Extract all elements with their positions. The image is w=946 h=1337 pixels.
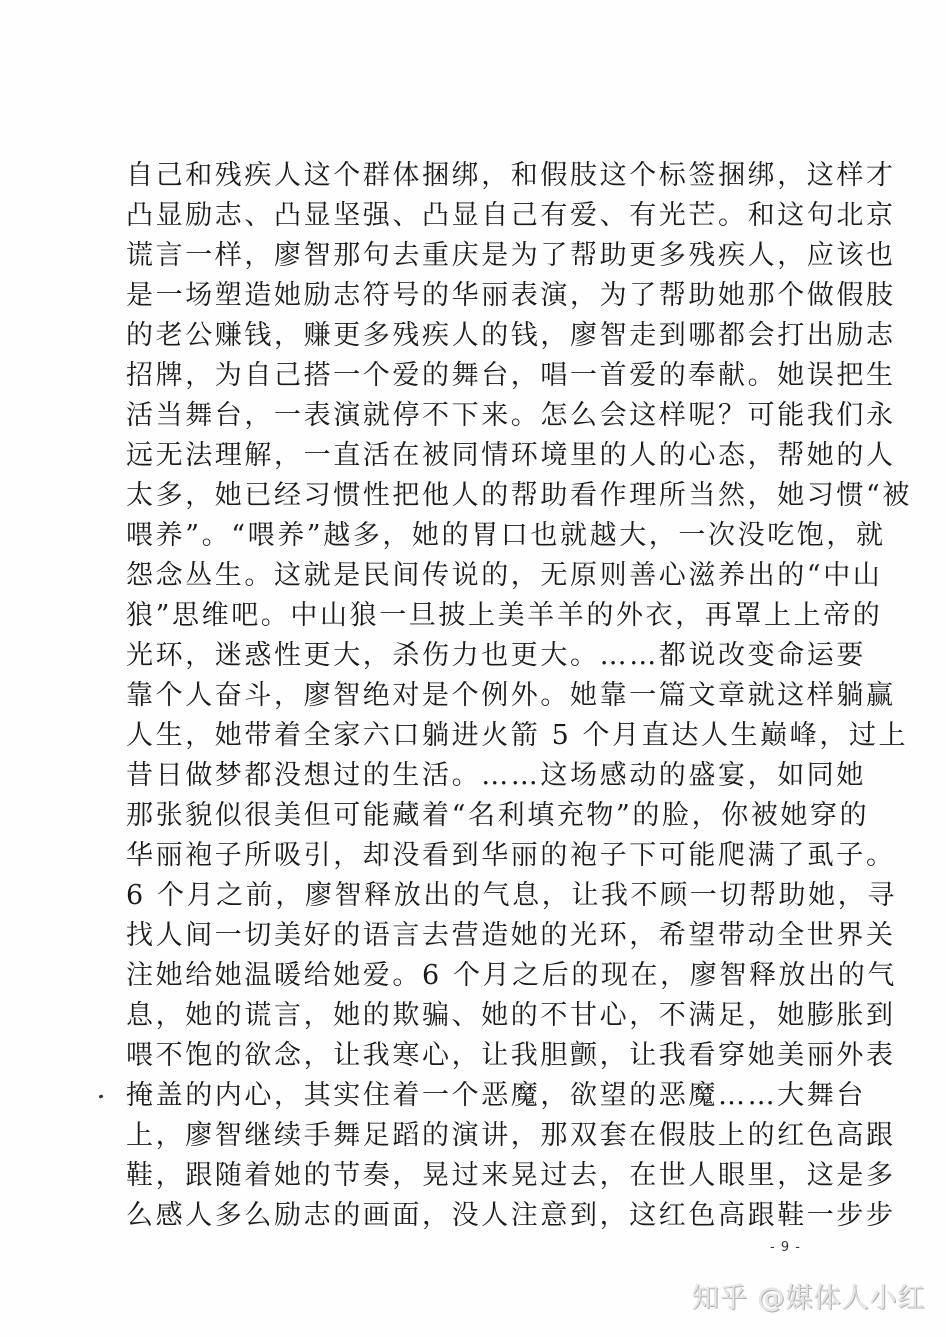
text-line: 鞋，跟随着她的节奏，晃过来晃过去，在世人眼里，这是多 xyxy=(126,1160,896,1191)
text-line: 远无法理解，一直活在被同情环境里的人的心态，帮她的人 xyxy=(126,440,896,471)
text-line: 是一场塑造她励志符号的华丽表演，为了帮助她那个做假肢 xyxy=(126,280,896,311)
text-line: 昔日做梦都没想过的生活。……这场感动的盛宴，如同她 xyxy=(126,760,866,791)
page-number: - 9 - xyxy=(770,1240,801,1255)
text-line: 息，她的谎言，她的欺骗、她的不甘心，不满足，她膨胀到 xyxy=(126,1000,896,1031)
text-line: 那张貌似很美但可能藏着“名利填充物”的脸，你被她穿的 xyxy=(126,800,870,831)
text-line: 谎言一样，廖智那句去重庆是为了帮助更多残疾人，应该也 xyxy=(126,240,896,271)
text-line: 凸显励志、凸显坚强、凸显自己有爱、有光芒。和这句北京 xyxy=(126,200,896,231)
text-line: 狼”思维吧。中山狼一旦披上美羊羊的外衣，再罩上上帝的 xyxy=(126,600,883,631)
text-line: 活当舞台，一表演就停不下来。怎么会这样呢？可能我们永 xyxy=(126,400,896,431)
text-line: 怨念丛生。这就是民间传说的，无原则善心滋养出的“中山 xyxy=(126,560,883,591)
text-line: 么感人多么励志的画面，没人注意到，这红色高跟鞋一步步 xyxy=(126,1200,896,1231)
body-text xyxy=(126,156,913,1236)
text-line: 掩盖的内心，其实住着一个恶魔，欲望的恶魔……大舞台 xyxy=(126,1080,866,1111)
text-line: 华丽袍子所吸引，却没看到华丽的袍子下可能爬满了虱子。 xyxy=(126,840,896,871)
text-line: 找人间一切美好的语言去营造她的光环，希望带动全世界关 xyxy=(126,920,896,951)
text-line: 自己和残疾人这个群体捆绑，和假肢这个标签捆绑，这样才 xyxy=(126,160,896,191)
text-line: 靠个人奋斗，廖智绝对是个例外。她靠一篇文章就这样躺赢 xyxy=(126,680,896,711)
text-line: 太多，她已经习惯性把他人的帮助看作理所当然，她习惯“被 xyxy=(126,480,913,511)
watermark: 知乎 @媒体人小红 xyxy=(692,1283,926,1314)
text-line: 注她给她温暖给她爱。6 个月之后的现在，廖智释放出的气 xyxy=(126,960,897,991)
text-line: 人生，她带着全家六口躺进火箭 5 个月直达人生巅峰，过上 xyxy=(126,720,909,751)
text-line: 6 个月之前，廖智释放出的气息，让我不顾一切帮助她，寻 xyxy=(126,880,897,911)
scan-speck xyxy=(99,1094,104,1098)
text-line: 喂不饱的欲念，让我寒心，让我胆颤，让我看穿她美丽外表 xyxy=(126,1040,896,1071)
text-line: 的老公赚钱，赚更多残疾人的钱，廖智走到哪都会打出励志 xyxy=(126,320,896,351)
text-line: 光环，迷惑性更大，杀伤力也更大。……都说改变命运要 xyxy=(126,640,866,671)
text-line: 招牌，为自己搭一个爱的舞台，唱一首爱的奉献。她误把生 xyxy=(126,360,896,391)
text-line: 喂养”。“喂养”越多，她的胃口也就越大，一次没吃饱，就 xyxy=(126,520,886,551)
text-line: 上，廖智继续手舞足蹈的演讲，那双套在假肢上的红色高跟 xyxy=(126,1120,896,1151)
